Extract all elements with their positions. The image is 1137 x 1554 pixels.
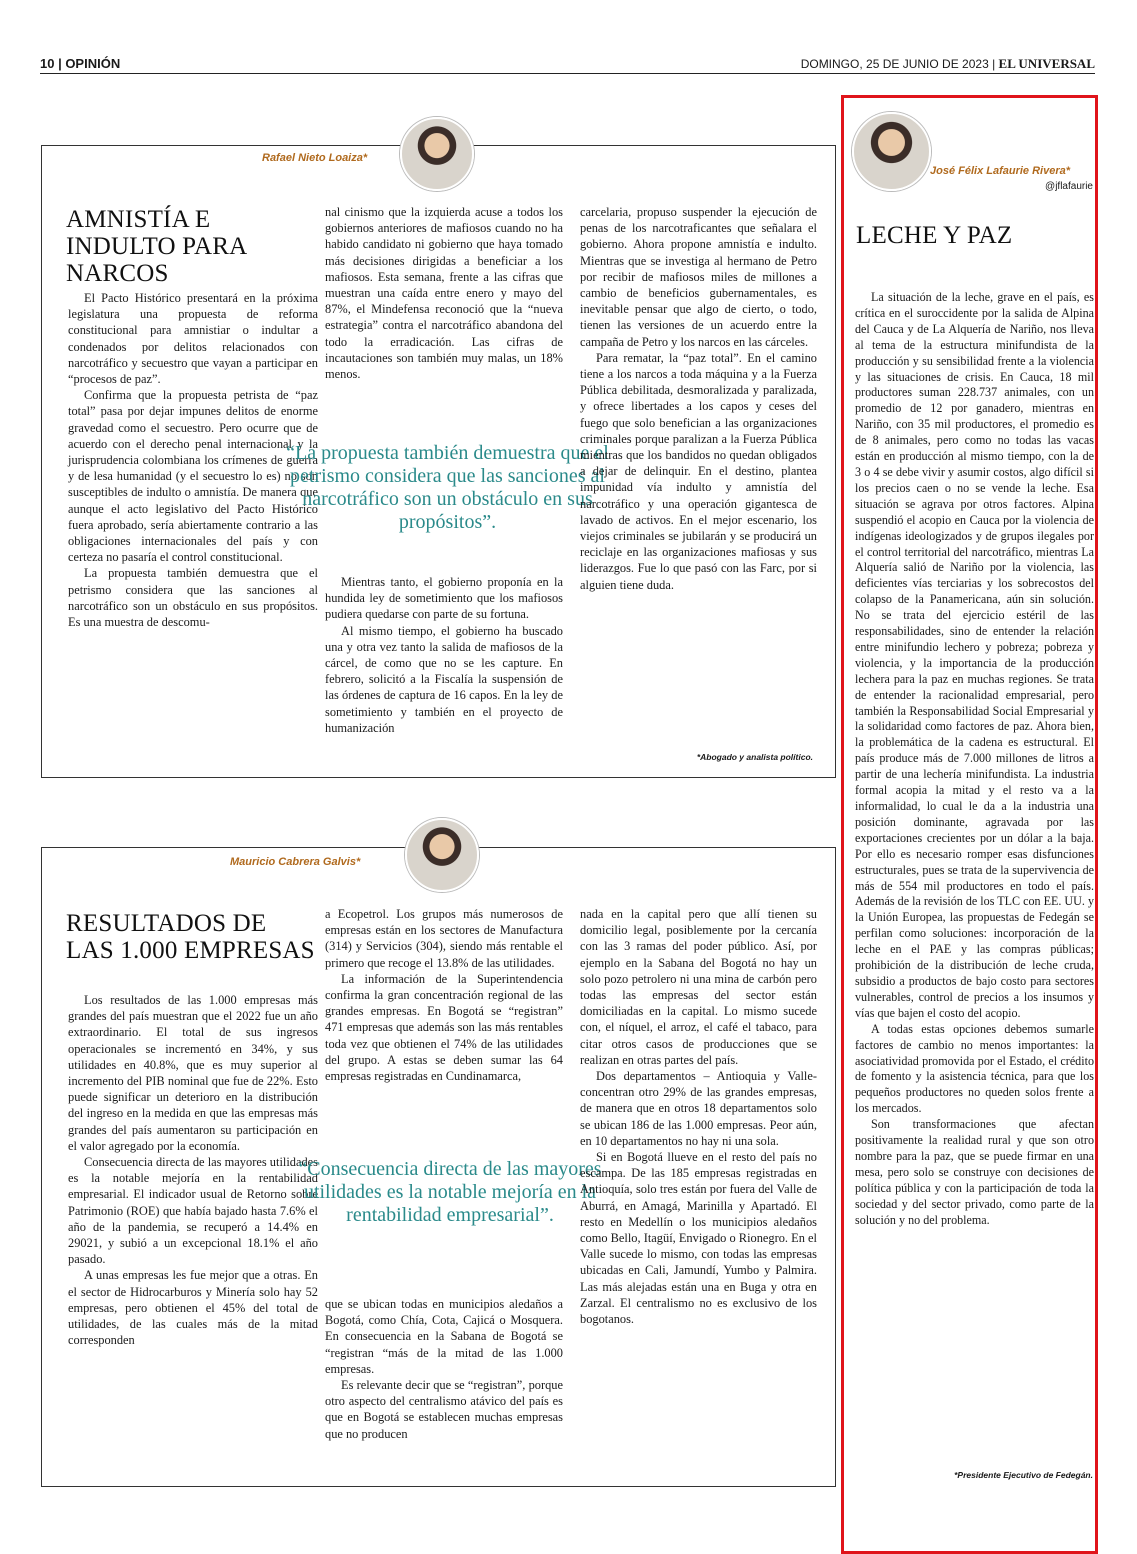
author-name: Mauricio Cabrera Galvis* bbox=[230, 856, 361, 868]
author-photo bbox=[400, 117, 474, 191]
paragraph: El Pacto Histórico presentará en la próxima legislatura una propuesta de reforma constitucional para amnistiar o indultar a condenados por delitos relacionados con narcotráfico y secuestro que vayan a participar en “procesos de paz”. bbox=[68, 291, 318, 387]
newspaper-name: EL UNIVERSAL bbox=[998, 56, 1095, 71]
pull-quote: “Consecuencia directa de las mayores utilidades es la notable mejoría en la rentabilidad empresarial”. bbox=[298, 1158, 602, 1226]
article-column-2 bbox=[325, 906, 563, 1084]
date-text: DOMINGO, 25 DE JUNIO DE 2023 | bbox=[800, 57, 996, 71]
author-photo bbox=[852, 112, 931, 191]
paragraph: Para rematar, la “paz total”. En el camino tiene a los narcos a toda máquina y a la Fuerza Pública debilitada, desmoralizada y paralizada, y ofrece libertades a los capos y ceses del fuego que solo benefician a las organizaciones criminales porque paralizan a la Fuerza Pública mientras que los bandidos no quedan obligados a dejar de delinquir. En el destino, plantea impunidad vía indulto y amnistía del narcotráfico y una operación gigantesca de lavado de activos. En el mejor escenario, los viejos criminales se jubilarán y se producirá un reciclaje en las organizaciones mafiosas y sus liderazgos. Fue lo que pasó con las Farc, por si alguien tiene duda. bbox=[580, 350, 817, 592]
page-dateline bbox=[801, 56, 1095, 72]
article-amnistia bbox=[41, 145, 836, 778]
page-section-label: 10 | OPINIÓN bbox=[40, 56, 121, 71]
author-photo bbox=[405, 818, 479, 892]
author-credit: *Abogado y analista político. bbox=[696, 752, 813, 762]
paragraph: Son transformaciones que afectan positivamente la realidad rural y que son otro nombre para la paz, que se puede firmar en una mesa, pero solo se construye con decisiones de política pública y con la participación de toda la sociedad y del sector privado, como parte de la solución y no del problema. bbox=[855, 1117, 1094, 1227]
paragraph: nada en la capital pero que allí tienen su domicilio legal, posiblemente por la cercanía con las 3 ramas del poder público. Así, por ejemplo en la Sabana del Bogotá no hay un solo pozo petrolero ni una mina de carbón pero todas las empresas del sector están domiciliadas en la capital. Lo mismo sucede con, el níquel, el arroz, el café el tabaco, para citar otros casos de producciones que se realizan en otras partes del país. bbox=[580, 907, 817, 1067]
article-column-3 bbox=[580, 204, 817, 593]
paragraph: Mientras tanto, el gobierno proponía en la hundida ley de sometimiento que los mafiosos pudiera quedarse con parte de su fortuna. bbox=[325, 575, 563, 622]
paragraph: que se ubican todas en municipios aledaños a Bogotá, como Chía, Cota, Cajicá o Mosquera. En consecuencia en la Sabana de Bogotá se “registran “más de la mitad de las 1.000 empresas. bbox=[325, 1297, 563, 1376]
paragraph: Consecuencia directa de las mayores utilidades es la notable mejoría en la rentabilidad empresarial. El indicador usual de Retorno sobre Patrimonio (ROE) que había bajado hasta 7.6% el año de la pandemia, se recuperó a 14.4% en 29021, y subió a un excepcional 18.1% el año pasado. bbox=[68, 1155, 318, 1267]
article-column-1 bbox=[68, 992, 318, 1348]
author-handle: @jflafaurie bbox=[1045, 181, 1093, 192]
article-column-3 bbox=[580, 906, 817, 1327]
pull-quote: “La propuesta también demuestra que el petrismo considera que las sanciones al narcotráfico son un obstáculo en sus propósitos”. bbox=[286, 442, 609, 533]
paragraph: A unas empresas les fue mejor que a otras. En el sector de Hidrocarburos y Minería solo hay 52 empresas, pero obtienen el 45% del total de utilidades, de las cuales más de la mitad corresponden bbox=[68, 1268, 318, 1348]
article-column-2-lower bbox=[325, 574, 563, 736]
paragraph: Dos departamentos – Antioquia y Valle- concentran otro 29% de las grandes empresas, de manera que en otros 18 departamentos solo se ubican 186 de las 1.000 empresas. Peor aún, en 10 departamentos no hay ni una sola. bbox=[580, 1069, 817, 1148]
author-name: José Félix Lafaurie Rivera* bbox=[930, 165, 1071, 177]
article-resultados bbox=[41, 847, 836, 1487]
paragraph: La información de la Superintendencia confirma la gran concentración regional de las grandes empresas. En Bogotá se “registran” 471 empresas que además son las más rentables toda vez que obtienen el 74% de las utilidades del grupo. A estas se deben sumar las 64 empresas registradas en Cundinamarca, bbox=[325, 971, 563, 1084]
paragraph: Es relevante decir que se “registran”, porque otro aspecto del centralismo atávico del país es que en Bogotá se establecen muchas empresas que no producen bbox=[325, 1378, 563, 1441]
article-column-2-lower bbox=[325, 1296, 563, 1442]
header-rule bbox=[40, 73, 1095, 74]
paragraph: La propuesta también demuestra que el petrismo considera que las sanciones al narcotráfico son un obstáculo en sus propósitos. Es una muestra de descomu- bbox=[68, 566, 318, 630]
paragraph: nal cinismo que la izquierda acuse a todos los gobiernos anteriores de mafiosos cuando no ha habido candidato ni gobierno que haya tomado más decisiones dirigidas a beneficiar a los mafiosos. Esta semana, frente a las cifras que muestran una caída entre enero y mayo del 87%, el Mindefensa reconoció que la “nueva estrategia” contra el narcotráfico abandona del todo la erradicación. Las cifras de incautaciones son también muy malas, un 18% menos. bbox=[325, 205, 563, 382]
article-title: AMNISTÍA E INDULTO PARA NARCOS bbox=[66, 206, 247, 287]
article-title: RESULTADOS DE LAS 1.000 EMPRESAS bbox=[66, 910, 315, 964]
paragraph: a Ecopetrol. Los grupos más numerosos de empresas están en los sectores de Manufactura (314) y Servicios (304), siendo más rentable el primero que recoge el 13.8% de las utilidades. bbox=[325, 907, 563, 970]
paragraph: Si en Bogotá llueve en el resto del país no escampa. De las 185 empresas registradas en Antioquía, solo tres están por fuera del Valle de Aburrá, en Amagá, Marinilla y Apartadó. El resto en Medellín o los municipios aledaños como Bello, Itagüí, Envigado o Rionegro. En el Valle sucede lo mismo, con todas las empresas ubicadas en Cali, Jamundí, Yumbo y Palmira. Las más alejadas están una en Buga y otra en Zarzal. El centralismo no es exclusivo de los bogotanos. bbox=[580, 1150, 817, 1327]
article-title: LECHE Y PAZ bbox=[856, 222, 1013, 249]
paragraph: A todas estas opciones debemos sumarle factores de cambio no menos importantes: la asociatividad promovida por el Estado, el crédito de fomento y la asistencia técnica, para que los pequeños productores no queden solos frente a los mercados. bbox=[855, 1021, 1094, 1116]
paragraph: carcelaria, propuso suspender la ejecución de penas de los narcotraficantes que señalara el gobierno. Ahora propone amnistía e indulto. Mientras que se investiga al hermano de Petro por recibir de mafiosos miles de millones a cambio de beneficios gubernamentales, es inevitable pensar que algo de cierto, o todo, tienen las versiones de un acuerdo entre la campaña de Petro y los narcos en las cárceles. bbox=[580, 205, 817, 349]
paragraph: Los resultados de las 1.000 empresas más grandes del país muestran que el 2022 fue un año extraordinario. El total de sus ingresos operacionales se incrementó en 34%, y sus utilidades en 40.8%, que es muy superior al incremento del PIB nominal que fue de 22%. Esto puede significar un deterioro en la distribución del ingreso en la medida en que las empresas más grandes del país aumentaron su participación en el valor agregado por la economía. bbox=[68, 993, 318, 1153]
paragraph: Confirma que la propuesta petrista de “paz total” pasa por dejar impunes delitos de enorme gravedad como el secuestro. Pero ocurre que de acuerdo con el derecho penal internacional y la jurisprudencia colombiana los crímenes de guerra y de lesa humanidad (y el secuestro lo es) no son susceptibles de indulto o amnistía. De manera que aunque el acto legislativo del Pacto Histórico fuera aprobado, sería abiertamente contrario a las obligaciones internacionales del país y con certeza no pasaría el control constitucional. bbox=[68, 388, 318, 565]
paragraph: Al mismo tiempo, el gobierno ha buscado una y otra vez tanto la salida de mafiosos de la cárcel, de como que no se les capture. En febrero, solicitó a la Fiscalía la suspensión de las órdenes de captura de 16 capos. En la ley de sometimiento y también en el proyecto de humanización bbox=[325, 623, 563, 735]
article-body bbox=[855, 290, 1094, 1228]
author-name: Rafael Nieto Loaiza* bbox=[262, 152, 368, 164]
paragraph: La situación de la leche, grave en el país, es crítica en el suroccidente por la salida de Alpina del Cauca y de La Alquería de Nariño, nos lleva al tema de la estructura minifundista de la producción y su sensibilidad frente a la violencia y las situaciones de crisis. En Cauca, 18 mil productores suman 228.737 animales, con un promedio de 12 por ganadero, mientras en Nariño, con 35 mil productores, el promedio es de 8 animales, pero como no todas las vacas están en producción al mismo tiempo, con la de 3 o 4 se debe vivir y asumir costos, algo difícil si los precios caen o no se vende la leche. Esa situación se agrava por otros factores. Alpina suspendió el acopio en Cauca por la violencia de indígenas ideologizados y de grupos ilegales por el control territorial del narcotráfico, mientras La Alquería salió de Nariño por la violencia, las deficientes vías terciarias y los sobrecostos del colapso de la Panamericana, aún sin solución. No se trata del ejercicio estéril de las responsabilidades, sino de entender la relación entre minifundio lechero y pobreza; pobreza y violencia, y la importancia de la producción lechera para la paz en muchas regiones. Se trata de entender la racionalidad empresarial, pero también la Responsabilidad Social Empresarial y la solidaridad como factores de paz. Ahora bien, la problemática de la cadena es estructural. El país produce más de 7.000 millones de litros a partir de una lechería minifundista. La industria formal acopia la mitad y el resto va a la informalidad, lo cual le da a la industria una posición dominante, agravada por las exportaciones crecientes por un dólar a la baja. Por ello es necesario romper esas disfunciones estructurales, pues se trata de la supervivencia de más de 554 mil productores en todo el país. Además de la revisión de los TLC con EE. UU. y la Unión Europea, las propuestas de Fedegán se perfilan como soluciones: incorporación de la leche en el PAE y las compras públicas; prohibición de la distribución de leche cruda, subsidio a productos de bajo costo para sectores vulnerables, control de precios a los insumos y vías que bajen el costo del acopio. bbox=[855, 290, 1094, 1020]
author-credit: *Presidente Ejecutivo de Fedegán. bbox=[954, 1470, 1093, 1480]
article-column-2 bbox=[325, 204, 563, 382]
